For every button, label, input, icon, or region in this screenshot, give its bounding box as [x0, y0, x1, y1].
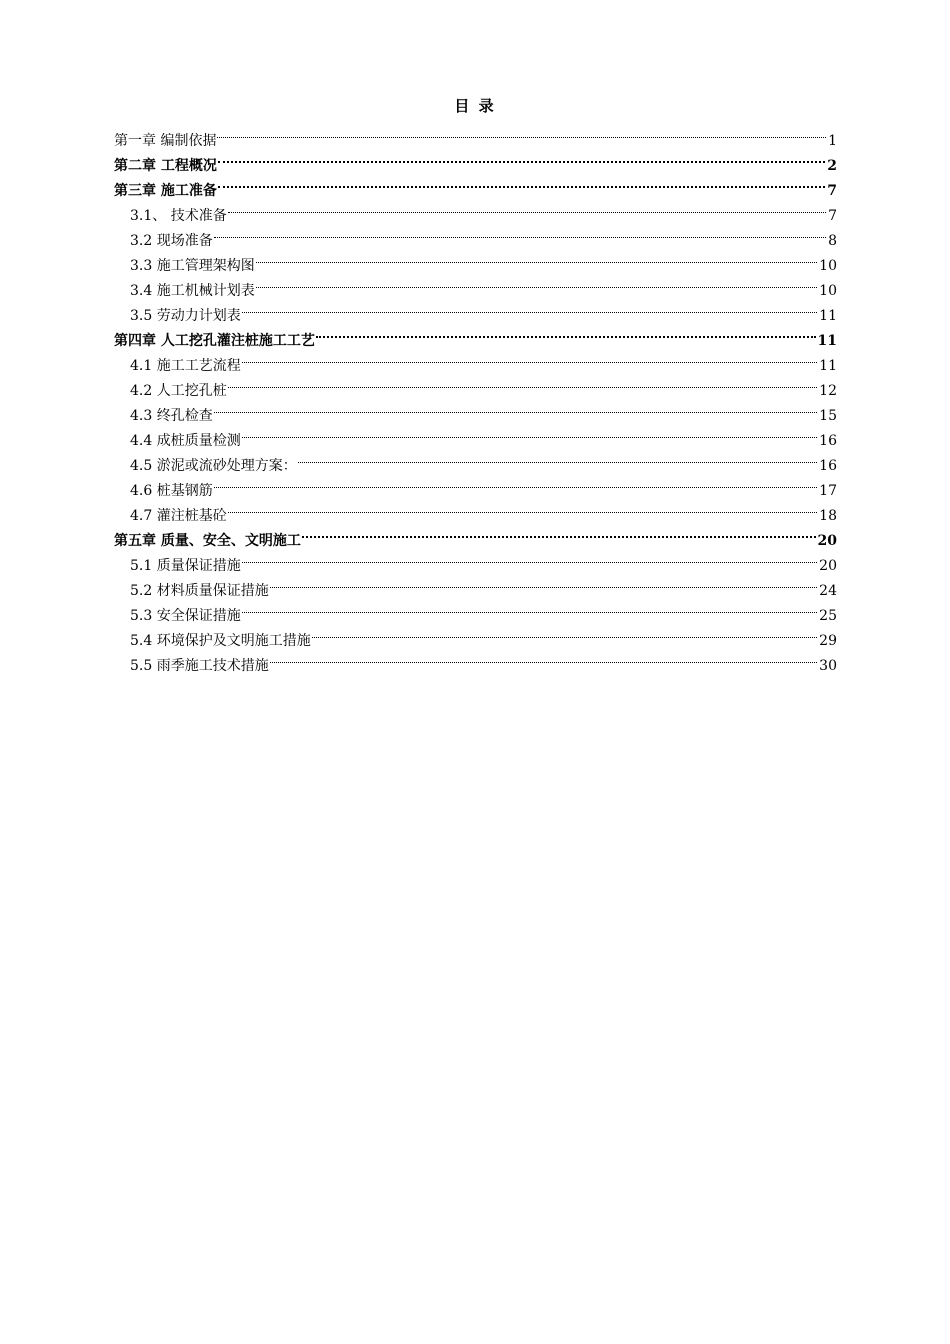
toc-dot-leader [270, 570, 817, 595]
toc-dot-leader [242, 345, 817, 370]
toc-page-number: 11 [819, 358, 837, 374]
toc-page-number: 16 [819, 433, 837, 449]
toc-entry-label: 5.2 材料质量保证措施 [130, 583, 269, 599]
toc-entry-label: 5.3 安全保证措施 [130, 608, 241, 624]
toc-page-number: 10 [819, 258, 837, 274]
toc-page-number: 12 [819, 383, 837, 399]
toc-entry-label: 4.5 淤泥或流砂处理方案： [130, 458, 297, 474]
toc-dot-leader [270, 645, 817, 670]
toc-dot-leader [217, 120, 826, 145]
toc-page-number: 25 [819, 608, 837, 624]
toc-dot-leader [312, 620, 817, 645]
toc-page-number: 24 [819, 583, 837, 599]
toc-chapter-entry[interactable] [114, 120, 837, 149]
toc-entry-label: 第五章 质量、安全、文明施工 [114, 533, 301, 549]
toc-chapter-entry[interactable] [114, 170, 837, 199]
toc-dot-leader [316, 320, 816, 345]
toc-dot-leader [228, 195, 826, 220]
toc-page-number: 18 [819, 508, 837, 524]
toc-page-number: 11 [817, 333, 837, 349]
toc-page-number: 20 [819, 558, 837, 574]
toc-page-number: 1 [828, 133, 837, 149]
toc-page-number: 30 [819, 658, 837, 674]
toc-page-number: 8 [828, 233, 837, 249]
toc-page-number: 11 [819, 308, 837, 324]
toc-entry-label: 4.7 灌注桩基砼 [130, 508, 227, 524]
toc-page-number: 20 [817, 533, 837, 549]
toc-entry-label: 4.6 桩基钢筋 [130, 483, 213, 499]
toc-entry-label: 4.4 成桩质量检测 [130, 433, 241, 449]
toc-dot-leader [242, 420, 817, 445]
toc-dot-leader [298, 445, 817, 470]
toc-entry-label: 5.4 环境保护及文明施工措施 [130, 633, 311, 649]
toc-section-entry[interactable] [114, 470, 837, 499]
toc-page-number: 15 [819, 408, 837, 424]
toc-dot-leader [214, 470, 817, 495]
toc-dot-leader [242, 295, 817, 320]
toc-section-entry[interactable] [114, 195, 837, 224]
toc-entry-label: 5.5 雨季施工技术措施 [130, 658, 269, 674]
toc-dot-leader [242, 545, 817, 570]
toc-section-entry[interactable] [114, 245, 837, 274]
toc-entry-label: 第二章 工程概况 [114, 158, 217, 174]
toc-entry-label: 4.1 施工工艺流程 [130, 358, 241, 374]
toc-dot-leader [228, 370, 817, 395]
toc-page-number: 16 [819, 458, 837, 474]
toc-page-number: 2 [827, 158, 837, 174]
toc-entry-label: 4.3 终孔检查 [130, 408, 213, 424]
toc-dot-leader [214, 395, 817, 420]
toc-entry-label: 3.3 施工管理架构图 [130, 258, 255, 274]
toc-dot-leader [218, 170, 825, 195]
toc-dot-leader [256, 245, 817, 270]
toc-dot-leader [256, 270, 817, 295]
toc-section-entry[interactable] [114, 220, 837, 249]
toc-entry-label: 5.1 质量保证措施 [130, 558, 241, 574]
toc-page-number: 10 [819, 283, 837, 299]
toc-title: 目 录 [454, 97, 496, 115]
toc-section-entry[interactable] [114, 420, 837, 449]
toc-dot-leader [302, 520, 816, 545]
toc-entry-label: 3.1、 技术准备 [130, 208, 227, 224]
toc-dot-leader [228, 495, 817, 520]
toc-chapter-entry[interactable] [114, 145, 837, 174]
toc-entry-label: 3.5 劳动力计划表 [130, 308, 241, 324]
toc-page-number: 17 [819, 483, 837, 499]
toc-page-number: 29 [819, 633, 837, 649]
toc-entry-label: 4.2 人工挖孔桩 [130, 383, 227, 399]
toc-entry-label: 3.2 现场准备 [130, 233, 213, 249]
toc-dot-leader [242, 595, 817, 620]
toc-section-entry[interactable] [114, 495, 837, 524]
toc-entry-label: 3.4 施工机械计划表 [130, 283, 255, 299]
toc-dot-leader [218, 145, 825, 170]
toc-entry-label: 第四章 人工挖孔灌注桩施工工艺 [114, 333, 315, 349]
toc-page-number: 7 [828, 208, 837, 224]
toc-entry-label: 第一章 编制依据 [114, 133, 217, 149]
toc-dot-leader [214, 220, 826, 245]
toc-section-entry[interactable] [114, 395, 837, 424]
toc-page-number: 7 [827, 183, 837, 199]
table-of-contents [114, 120, 837, 674]
toc-entry-label: 第三章 施工准备 [114, 183, 217, 199]
